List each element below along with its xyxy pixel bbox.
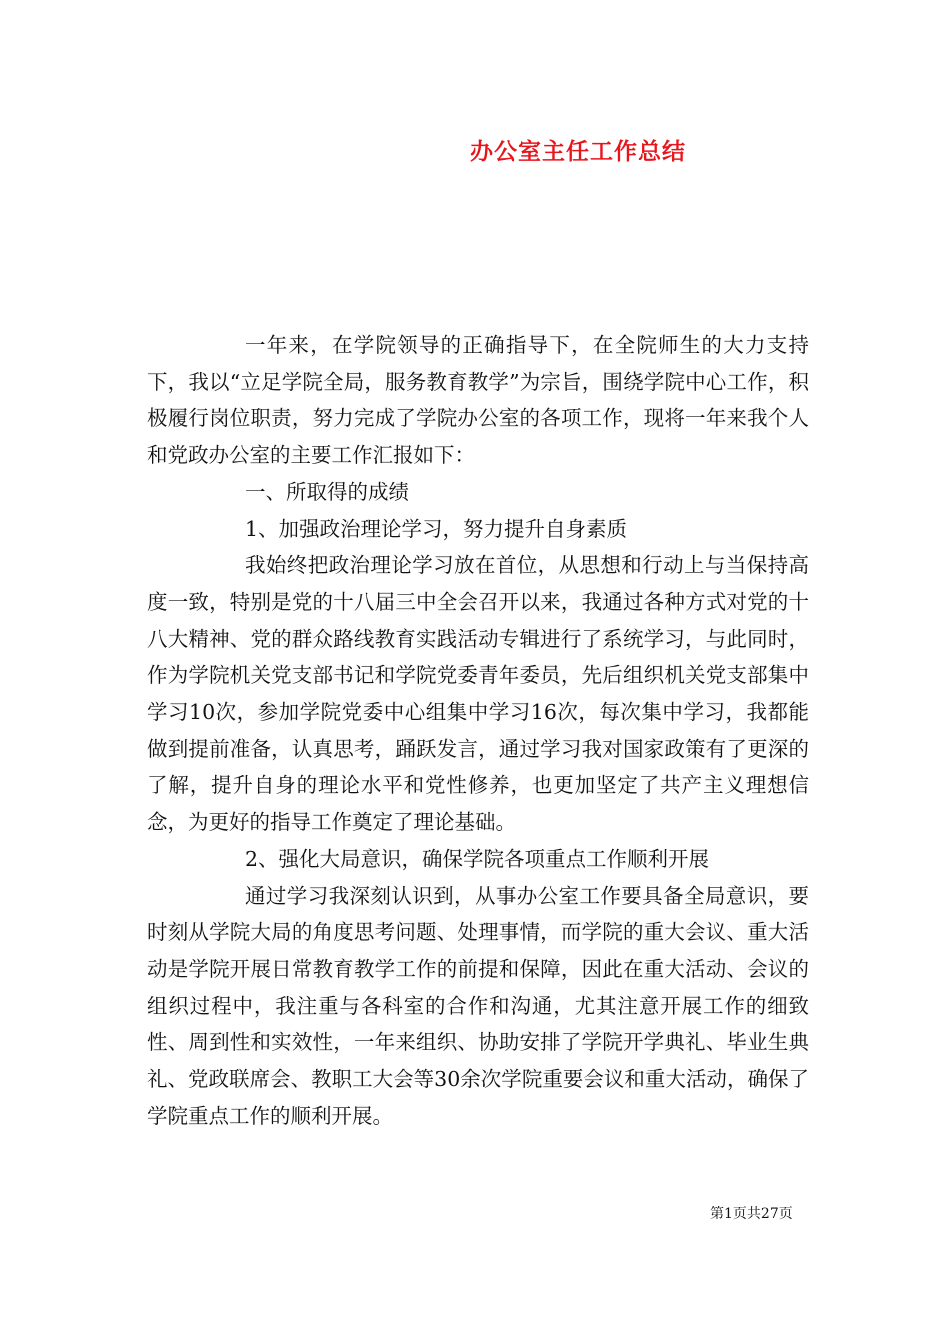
subsection-heading-2: 2、强化大局意识，确保学院各项重点工作顺利开展 <box>245 846 710 871</box>
paragraph-intro: 一年来，在学院领导的正确指导下，在全院师生的大力支持下，我以“立足学院全局，服务教育教学”为宗旨，围绕学院中心工作，积极履行岗位职责，努力完成了学院办公室的各项工作，现将一年来我个人和党政办公室的主要工作汇报如下： <box>147 333 809 468</box>
document-body <box>147 327 809 1134</box>
document-title: 办公室主任工作总结 <box>470 138 686 165</box>
paragraph-overall: 通过学习我深刻认识到，从事办公室工作要具备全局意识，要时刻从学院大局的角度思考问题、处理事情，而学院的重大会议、重大活动是学院开展日常教育教学工作的前提和保障，因此在重大活动、会议的组织过程中，我注重与各科室的合作和沟通，尤其注意开展工作的细致性、周到性和实效性，一年来组织、协助安排了学院开学典礼、毕业生典礼、党政联席会、教职工大会等30余次学院重要会议和重大活动，确保了学院重点工作的顺利开展。 <box>147 883 809 1128</box>
page-number-footer: 第1页共27页 <box>710 1206 793 1222</box>
subsection-heading-1: 1、加强政治理论学习，努力提升自身素质 <box>245 516 628 541</box>
paragraph-study: 我始终把政治理论学习放在首位，从思想和行动上与当保持高度一致，特别是党的十八届三中全会召开以来，我通过各种方式对党的十八大精神、党的群众路线教育实践活动专辑进行了系统学习，与此同时，作为学院机关党支部书记和学院党委青年委员，先后组织机关党支部集中学习10次，参加学院党委中心组集中学习16次，每次集中学习，我都能做到提前准备，认真思考，踊跃发言，通过学习我对国家政策有了更深的了解，提升自身的理论水平和党性修养，也更加坚定了共产主义理想信念，为更好的指导工作奠定了理论基础。 <box>147 553 809 835</box>
section-heading-achievements: 一、所取得的成绩 <box>245 479 409 504</box>
